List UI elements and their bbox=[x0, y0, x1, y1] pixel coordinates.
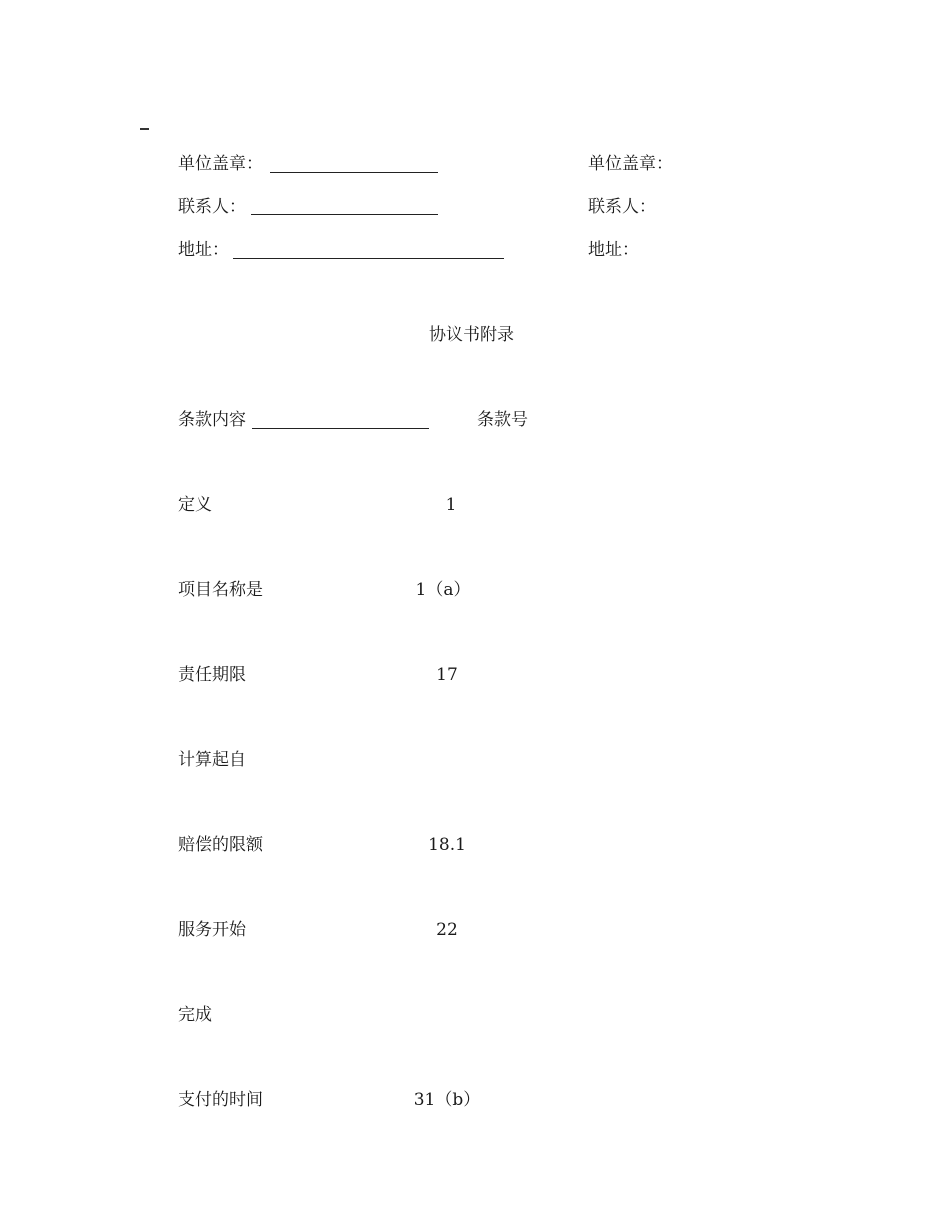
row-content: 定义 bbox=[178, 495, 212, 515]
right-contact-label: 联系人： bbox=[588, 197, 656, 217]
left-contact-blank[interactable] bbox=[251, 214, 438, 215]
row-clause: 1 bbox=[445, 495, 457, 515]
appendix-title: 协议书附录 bbox=[429, 325, 514, 345]
row-clause: 17 bbox=[436, 665, 458, 685]
row-content: 责任期限 bbox=[178, 665, 246, 685]
left-contact-label: 联系人： bbox=[178, 197, 246, 217]
row-content: 计算起自 bbox=[178, 750, 246, 770]
right-seal-label: 单位盖章： bbox=[588, 154, 673, 174]
row-clause: 18.1 bbox=[428, 835, 466, 855]
row-clause: 1（a） bbox=[415, 580, 471, 600]
left-address-label: 地址： bbox=[178, 240, 229, 260]
left-seal-label: 单位盖章： bbox=[178, 154, 263, 174]
row-clause: 31（b） bbox=[413, 1090, 481, 1110]
row-clause: 22 bbox=[436, 920, 458, 940]
clause-no-header-label: 条款号 bbox=[477, 410, 528, 430]
row-content: 服务开始 bbox=[178, 920, 246, 940]
row-content: 完成 bbox=[178, 1005, 212, 1025]
left-seal-blank[interactable] bbox=[270, 172, 438, 173]
left-address-blank[interactable] bbox=[233, 258, 504, 259]
top-mark bbox=[140, 128, 149, 130]
content-header-underline bbox=[252, 428, 429, 429]
right-address-label: 地址： bbox=[588, 240, 639, 260]
row-content: 赔偿的限额 bbox=[178, 835, 263, 855]
row-content: 项目名称是 bbox=[178, 580, 263, 600]
row-content: 支付的时间 bbox=[178, 1090, 263, 1110]
content-header-label: 条款内容 bbox=[178, 410, 246, 430]
